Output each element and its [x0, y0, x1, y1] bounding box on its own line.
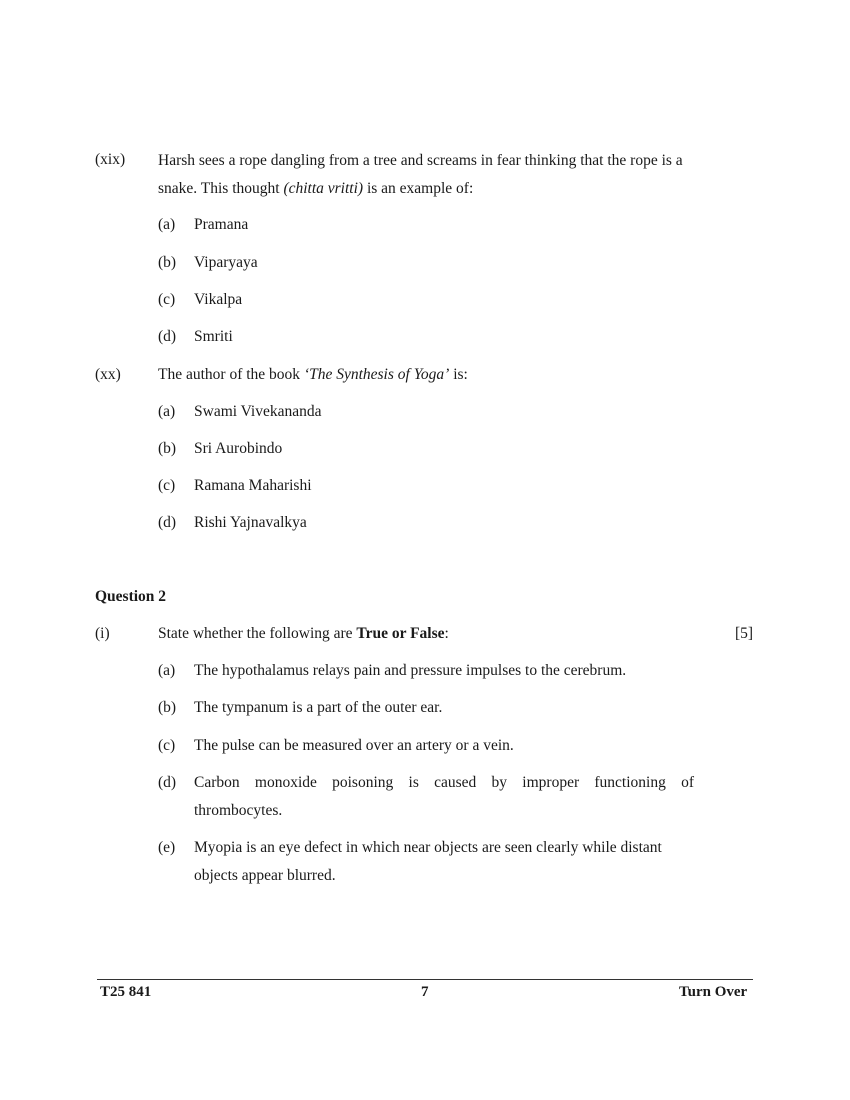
item-label: (b)	[158, 699, 177, 716]
option-text: Ramana Maharishi	[194, 477, 312, 494]
option-text: Swami Vivekananda	[194, 403, 322, 420]
option-label: (b)	[158, 254, 177, 271]
stem-text: The author of the book	[158, 366, 304, 383]
stem-italic: (chitta vritti)	[283, 180, 364, 197]
page-number: 7	[421, 984, 429, 1000]
question-stem	[158, 147, 698, 203]
stem-text: State whether the following are	[158, 625, 357, 642]
marks: [5]	[735, 625, 754, 642]
stem-italic: ‘The Synthesis of Yoga’	[303, 366, 450, 383]
item-text: The hypothalamus relays pain and pressure impulses to the cerebrum.	[194, 662, 627, 679]
item-text: The tympanum is a part of the outer ear.	[194, 699, 443, 716]
section-heading: Question 2	[95, 588, 167, 605]
stem-text: Harsh sees a rope dangling from a tree and screams in fear thinking that the rope is a snake. This thought	[158, 152, 683, 197]
question-number: (xix)	[95, 151, 126, 168]
option-text: Viparyaya	[194, 254, 258, 271]
stem-text-end: is:	[449, 366, 468, 383]
question-stem	[158, 361, 698, 389]
option-text: Pramana	[194, 216, 249, 233]
part-number: (i)	[95, 625, 110, 642]
option-label: (b)	[158, 440, 177, 457]
option-label: (a)	[158, 403, 176, 420]
item-label: (c)	[158, 737, 176, 754]
part-stem	[158, 625, 449, 643]
item-text: Myopia is an eye defect in which near objects are seen clearly while distant objects appear blurred.	[194, 839, 662, 884]
option-label: (d)	[158, 328, 177, 345]
turn-over: Turn Over	[679, 984, 748, 1000]
item-text: The pulse can be measured over an artery or a vein.	[194, 737, 514, 754]
stem-text-end: is an example of:	[363, 180, 474, 197]
option-label: (c)	[158, 477, 176, 494]
option-label: (d)	[158, 514, 177, 531]
question-number: (xx)	[95, 366, 121, 383]
option-text: Sri Aurobindo	[194, 440, 283, 457]
stem-text-end: :	[444, 625, 449, 642]
footer-rule	[97, 979, 753, 980]
item-text: Carbon monoxide poisoning is caused by improper functioning of thrombocytes.	[194, 774, 694, 819]
option-text: Smriti	[194, 328, 233, 345]
option-label: (a)	[158, 216, 176, 233]
stem-bold: True or False	[356, 625, 445, 642]
option-label: (c)	[158, 291, 176, 308]
item-label: (a)	[158, 662, 176, 679]
option-text: Rishi Yajnavalkya	[194, 514, 307, 531]
item-label: (e)	[158, 839, 176, 856]
paper-code: T25 841	[100, 984, 152, 1000]
option-text: Vikalpa	[194, 291, 243, 308]
item-label: (d)	[158, 774, 177, 791]
